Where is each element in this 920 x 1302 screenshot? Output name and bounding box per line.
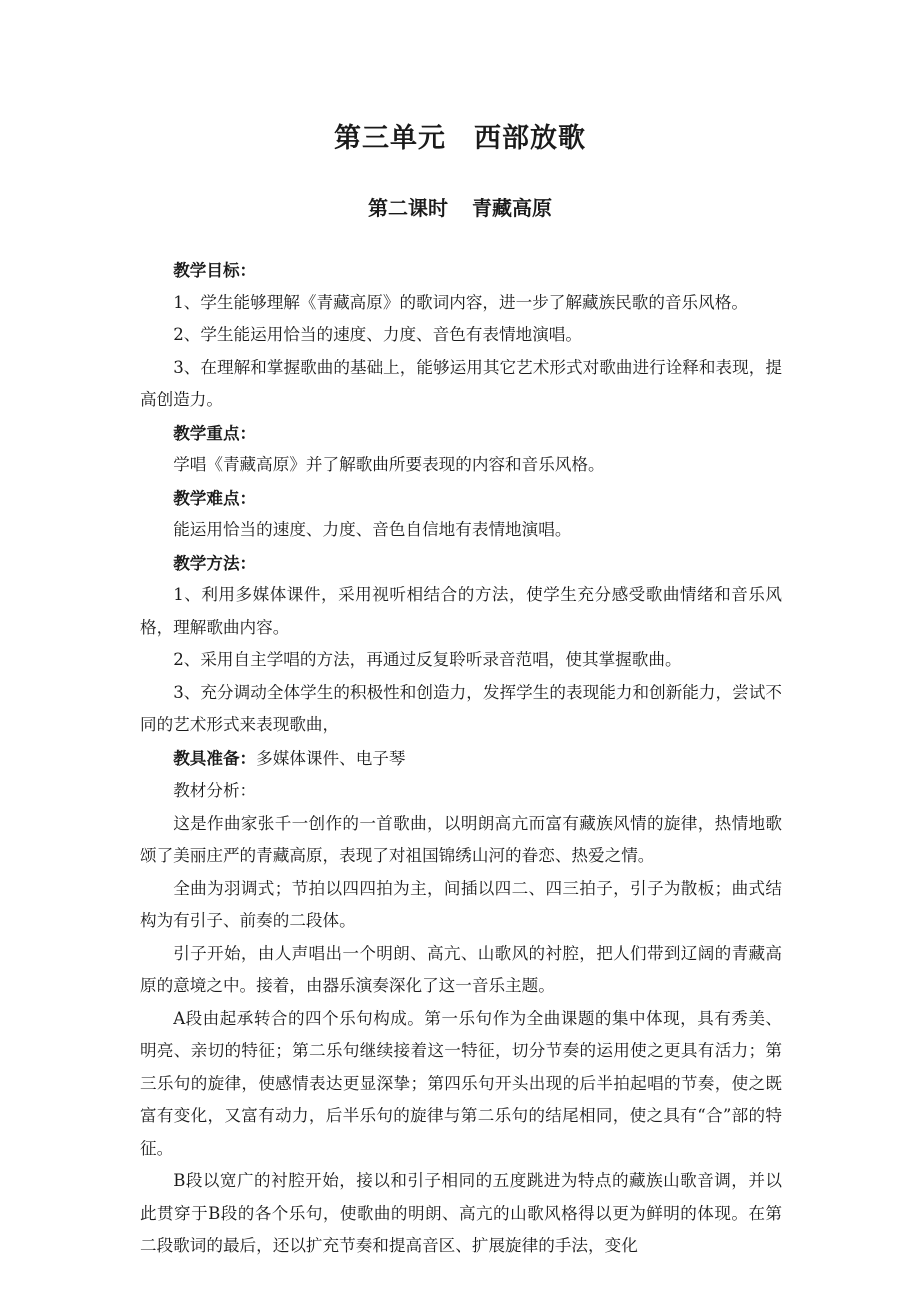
method-item: 2、采用自主学唱的方法，再通过反复聆听录音范唱，使其掌握歌曲。: [173, 650, 682, 669]
page-title: [0, 116, 920, 155]
tools-text: 多媒体课件、电子琴: [256, 748, 406, 768]
objective-item: 3、在理解和掌握歌曲的基础上，能够运用其它艺术形式对歌曲进行诠释和表现，提高创造力。: [140, 357, 782, 409]
tools-label: 教具准备：: [173, 747, 257, 768]
title-unit: 第三单元: [334, 123, 446, 154]
analysis-paragraph: 引子开始，由人声唱出一个明朗、高亢、山歌风的衬腔，把人们带到辽阔的青藏高原的意境之中。接着，由器乐演奏深化了这一音乐主题。: [140, 943, 782, 995]
page-subtitle: [0, 192, 920, 221]
document-body: [140, 254, 782, 1263]
method-item: 3、充分调动全体学生的积极性和创造力，发挥学生的表现能力和创新能力，尝试不同的艺术形式来表现歌曲，: [140, 682, 782, 734]
analysis-heading: 教材分析：: [173, 781, 257, 800]
tools-line: [140, 742, 782, 776]
subtitle-lesson: 第二课时: [368, 196, 448, 220]
methods-heading: 教学方法：: [173, 552, 257, 573]
analysis-paragraph: B段以宽广的衬腔开始，接以和引子相同的五度跳进为特点的藏族山歌音调，并以此贯穿于B段的各个乐句，使歌曲的明朗、高亢的山歌风格得以更为鲜明的体现。在第二段歌词的最后，还以扩充节奏和提高音区、扩展旋律的手法，变化: [140, 1171, 782, 1255]
key-point-text: 学唱《青藏高原》并了解歌曲所要表现的内容和音乐风格。: [173, 455, 605, 474]
difficulty-text: 能运用恰当的速度、力度、音色自信地有表情地演唱。: [173, 520, 572, 539]
method-item: 1、利用多媒体课件，采用视听相结合的方法，使学生充分感受歌曲情绪和音乐风格，理解歌曲内容。: [140, 585, 782, 637]
analysis-paragraph: A段由起承转合的四个乐句构成。第一乐句作为全曲课题的集中体现，具有秀美、明亮、亲切的特征；第二乐句继续接着这一特征，切分节奏的运用使之更具有活力；第三乐句的旋律，使感情表达更显深挚；第四乐句开头出现的后半拍起唱的节奏，使之既富有变化，又富有动力，后半乐句的旋律与第二乐句的结尾相同，使之具有“合”部的特征。: [140, 1008, 782, 1158]
objectives-heading: 教学目标：: [173, 260, 257, 280]
key-point-heading: 教学重点：: [173, 422, 257, 443]
analysis-paragraph: 这是作曲家张千一创作的一首歌曲，以明朗高亢而富有藏族风情的旋律，热情地歌颂了美丽庄严的青藏高原，表现了对祖国锦绣山河的眷恋、热爱之情。: [140, 813, 782, 865]
title-theme: 西部放歌: [474, 123, 586, 154]
objective-item: 2、学生能运用恰当的速度、力度、音色有表情地演唱。: [173, 325, 582, 344]
subtitle-topic: 青藏高原: [472, 196, 552, 220]
analysis-paragraph: 全曲为羽调式；节拍以四四拍为主，间插以四二、四三拍子，引子为散板；曲式结构为有引子、前奏的二段体。: [140, 878, 782, 930]
difficulty-heading: 教学难点：: [173, 487, 257, 508]
objective-item: 1、学生能够理解《青藏高原》的歌词内容，进一步了解藏族民歌的音乐风格。: [173, 292, 748, 312]
